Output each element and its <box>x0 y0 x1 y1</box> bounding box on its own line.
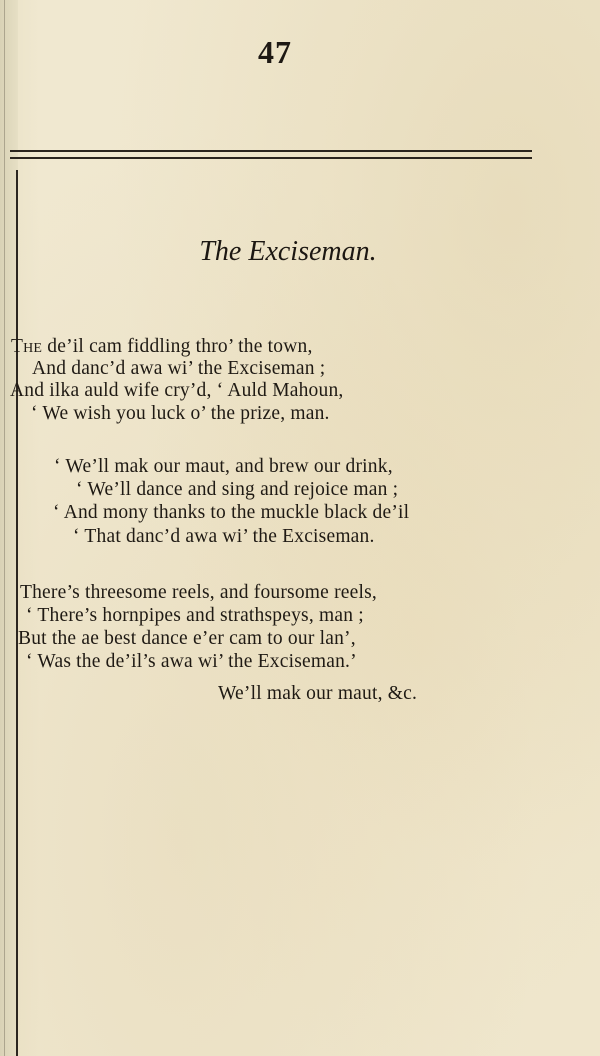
page-number: 47 <box>258 34 292 70</box>
binding-line <box>16 170 18 1056</box>
poem-title-text: The Exciseman. <box>199 236 377 267</box>
verse-line: ‘ We wish you luck o’ the prize, man. <box>31 403 330 424</box>
verse-line: There’s threesome reels, and foursome reels, <box>20 582 377 603</box>
verse-line: ‘ And mony thanks to the muckle black de’il <box>53 502 410 523</box>
refrain-line: We’ll mak our maut, &c. <box>218 683 418 704</box>
header-rule-bottom <box>10 157 532 159</box>
verse-line: ‘ We’ll dance and sing and rejoice man ; <box>76 479 399 500</box>
binding-edge <box>4 0 5 1056</box>
verse-line: ‘ There’s hornpipes and strathspeys, man ; <box>26 605 364 626</box>
drop-word: The <box>11 336 43 357</box>
verse-line: ‘ Was the de’il’s awa wi’ the Exciseman.’ <box>26 651 357 672</box>
verse-line: The de’il cam fiddling thro’ the town, <box>11 336 313 357</box>
verse-line: And danc’d awa wi’ the Exciseman ; <box>32 358 326 379</box>
header-rule-top <box>10 150 532 152</box>
verse-line: And ilka auld wife cry’d, ‘ Auld Mahoun, <box>10 380 344 401</box>
verse-line: ‘ That danc’d awa wi’ the Exciseman. <box>73 526 375 547</box>
poem-title <box>0 236 540 268</box>
verse-line: But the ae best dance e’er cam to our lan’, <box>18 628 356 649</box>
verse-line: ‘ We’ll mak our maut, and brew our drink, <box>54 456 393 477</box>
